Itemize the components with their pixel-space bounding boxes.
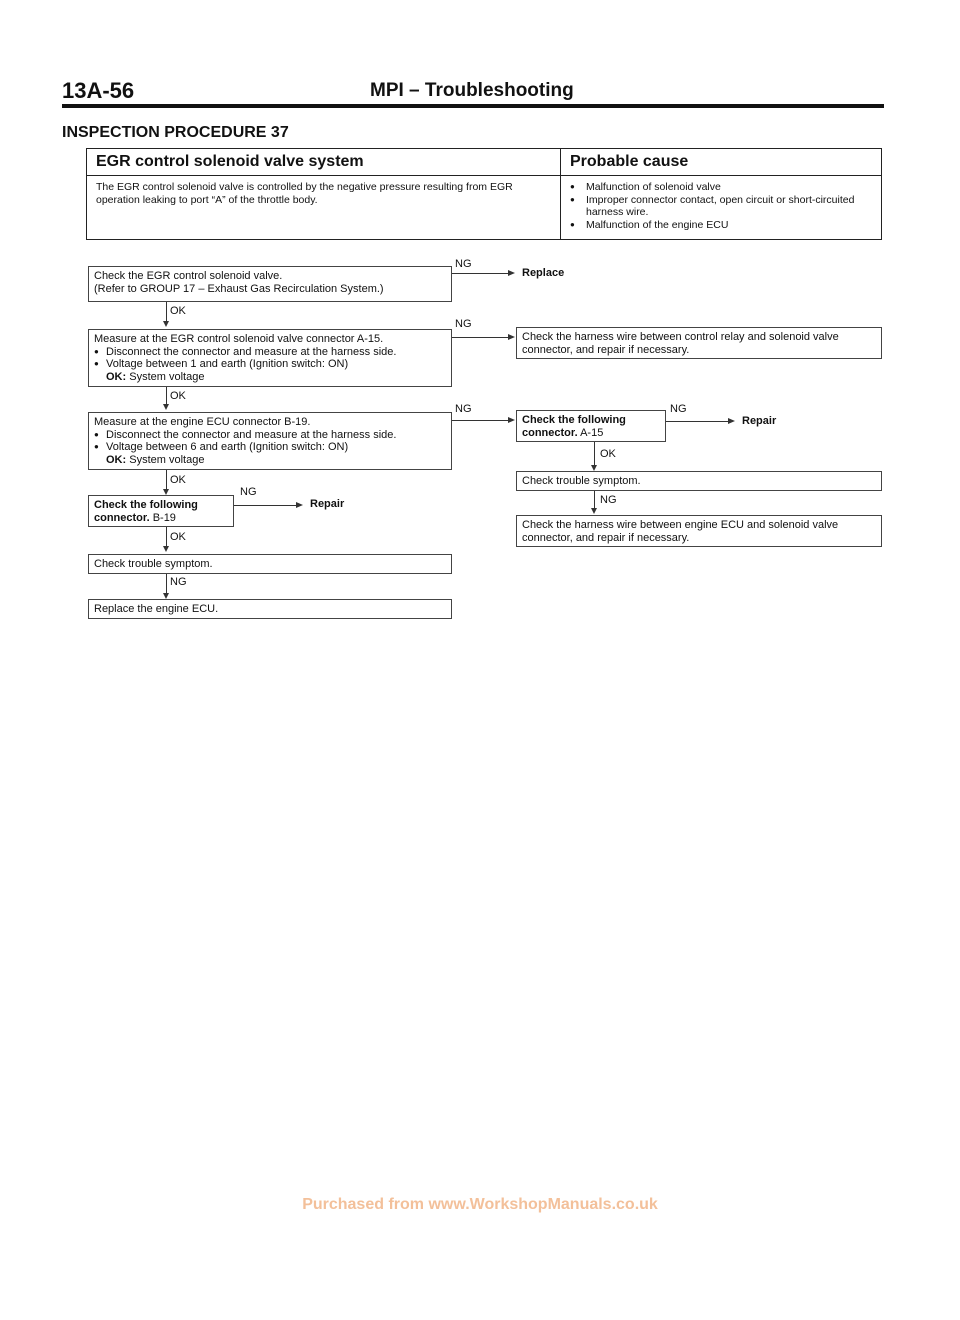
step2-bullet2: ● Voltage between 1 and earth (Ignition switch: ON) — [94, 358, 446, 371]
left-connector-id: B-19 — [152, 511, 176, 524]
right-ng-label: NG — [670, 403, 687, 415]
step2-box — [88, 329, 452, 387]
left-final-box — [88, 599, 452, 619]
step3-bullet1: ● Disconnect the connector and measure at the harness side. — [94, 429, 446, 442]
procedure-title: INSPECTION PROCEDURE 37 — [62, 124, 289, 141]
right-connector-box — [516, 410, 666, 442]
system-title: EGR control solenoid valve system — [96, 153, 364, 170]
step3-line1: Measure at the engine ECU connector B-19. — [94, 416, 311, 428]
right-connector-id: A-15 — [580, 426, 604, 439]
section-title: MPI – Troubleshooting — [370, 80, 574, 101]
summary-divider — [560, 148, 561, 240]
step2-ng-label: NG — [455, 318, 472, 330]
left-symptom-text: Check trouble symptom. — [94, 558, 213, 570]
step1-ng-line — [452, 273, 508, 274]
right-ok-line — [594, 442, 595, 466]
arrow-right-icon — [728, 418, 735, 424]
step3-ok-label: OK — [170, 474, 186, 486]
arrow-down-icon — [591, 508, 597, 514]
arrow-right-icon — [508, 417, 515, 423]
right-final-box — [516, 515, 882, 547]
step3-bullet2: ● Voltage between 6 and earth (Ignition switch: ON) — [94, 441, 446, 454]
left-ng-line — [234, 505, 296, 506]
arrow-down-icon — [163, 546, 169, 552]
arrow-right-icon — [508, 270, 515, 276]
arrow-down-icon — [163, 321, 169, 327]
cause-item: ● Malfunction of the engine ECU — [570, 219, 876, 232]
left-ng-label: NG — [240, 486, 257, 498]
left-connector-box — [88, 495, 234, 527]
arrow-right-icon — [508, 334, 515, 340]
step2-ok-line — [166, 387, 167, 405]
left-symptom-ng-line — [166, 574, 167, 594]
page-number: 13A-56 — [62, 78, 135, 103]
cause-item: ● Malfunction of solenoid valve — [570, 181, 876, 194]
cause-title: Probable cause — [570, 153, 689, 170]
header-rule — [62, 104, 884, 108]
step1-box — [88, 266, 452, 302]
right-ng-line — [666, 421, 728, 422]
left-symptom-box — [88, 554, 452, 574]
step2-ok-criteria — [94, 371, 446, 384]
left-ng-action: Repair — [310, 498, 345, 510]
step3-ng-line — [452, 420, 508, 421]
right-symptom-ng-line — [594, 491, 595, 509]
step1-line2: (Refer to GROUP 17 – Exhaust Gas Recirculation System.) — [94, 282, 384, 295]
step2-ng-text: Check the harness wire between control relay and solenoid valve connector, and repair if necessary. — [522, 331, 839, 356]
summary-header-rule — [86, 175, 882, 176]
right-symptom-box — [516, 471, 882, 491]
right-symptom-ng-label: NG — [600, 494, 617, 506]
right-connector-label: Check the following connector. — [522, 414, 626, 439]
right-final-text: Check the harness wire between engine ECU and solenoid valve connector, and repair if necessary. — [522, 519, 839, 544]
step2-bullet1: ● Disconnect the connector and measure at the harness side. — [94, 346, 446, 359]
left-ok-label: OK — [170, 531, 186, 543]
step1-ng-label: NG — [455, 258, 472, 270]
system-description: The EGR control solenoid valve is controlled by the negative pressure resulting from EGR operation leaking to port “A” of the throttle body. — [96, 181, 513, 206]
step1-ok-label: OK — [170, 305, 186, 317]
step1-ok-line — [166, 302, 167, 322]
step2-ng-line — [452, 337, 508, 338]
arrow-right-icon — [296, 502, 303, 508]
right-ng-action: Repair — [742, 415, 777, 427]
left-connector-label: Check the following connector. — [94, 499, 198, 524]
step1-ng-action: Replace — [522, 267, 565, 279]
right-symptom-text: Check trouble symptom. — [522, 475, 641, 487]
cause-list — [570, 181, 876, 231]
step3-ng-label: NG — [455, 403, 472, 415]
step3-ok-line — [166, 470, 167, 490]
step2-line1: Measure at the EGR control solenoid valve connector A-15. — [94, 333, 384, 345]
left-final-text: Replace the engine ECU. — [94, 603, 219, 615]
right-ok-label: OK — [600, 448, 616, 460]
step1-line1: Check the EGR control solenoid valve. — [94, 270, 283, 282]
ok-key: OK: — [106, 453, 127, 466]
left-symptom-ng-label: NG — [170, 576, 187, 588]
ok-value: System voltage — [129, 453, 205, 466]
step3-ok-criteria — [94, 454, 446, 467]
ok-value: System voltage — [129, 370, 205, 383]
cause-item: ● Improper connector contact, open circuit or short-circuited harness wire. — [570, 194, 876, 219]
left-ok-line — [166, 527, 167, 547]
step2-ng-box — [516, 327, 882, 359]
step2-ok-label: OK — [170, 390, 186, 402]
arrow-down-icon — [163, 404, 169, 410]
step3-box — [88, 412, 452, 470]
ok-key: OK: — [106, 370, 127, 383]
footer-watermark: Purchased from www.WorkshopManuals.co.uk — [302, 1196, 658, 1213]
